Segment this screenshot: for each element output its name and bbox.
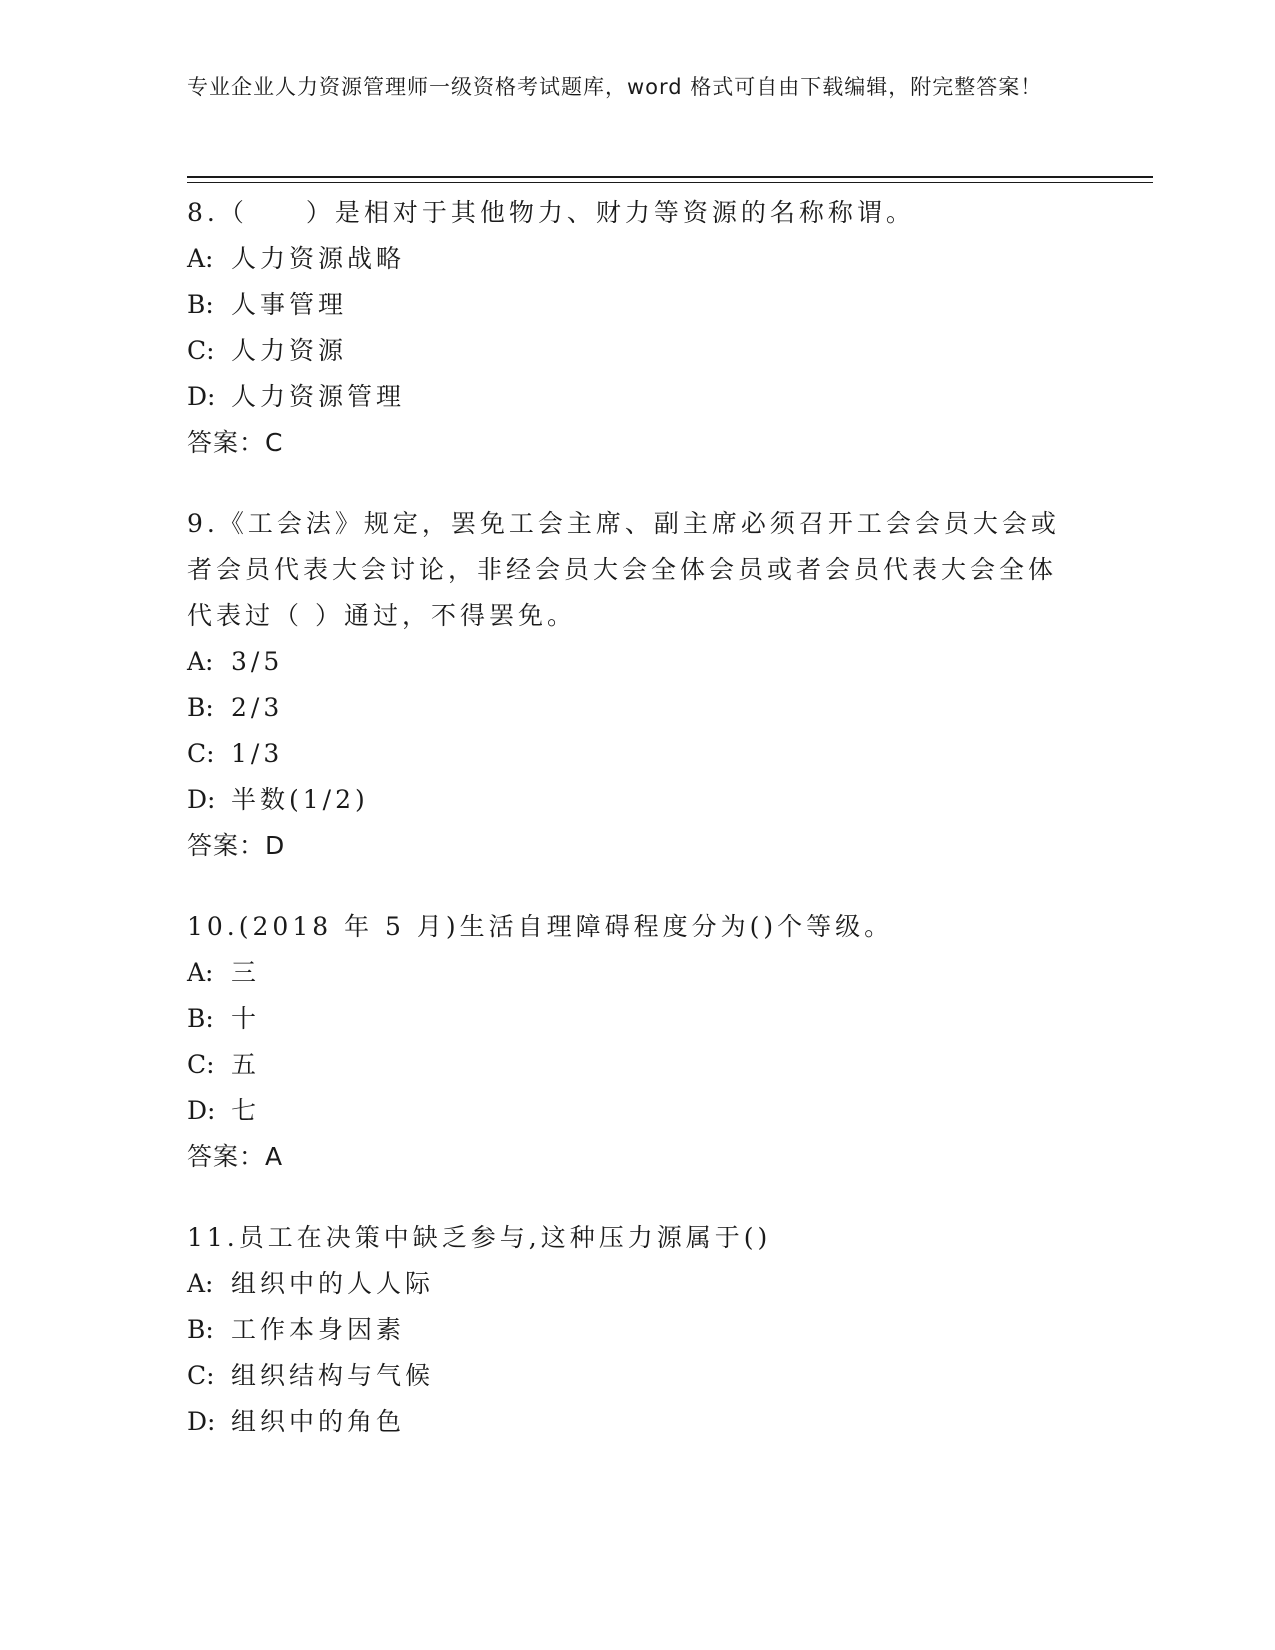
option-letter: D:	[187, 1096, 216, 1125]
option-a	[187, 950, 1067, 996]
option-text: 人力资源管理	[231, 382, 406, 411]
option-letter: C:	[187, 1050, 215, 1079]
option-letter: C:	[187, 336, 215, 365]
option-a	[187, 639, 1067, 685]
option-letter: B:	[187, 290, 214, 319]
option-a	[187, 1261, 1067, 1307]
option-c	[187, 1353, 1067, 1399]
option-letter: C:	[187, 739, 215, 768]
option-text: 组织中的人人际	[231, 1269, 435, 1298]
option-text: 工作本身因素	[231, 1315, 406, 1344]
question-8	[187, 190, 1067, 466]
option-letter: D:	[187, 382, 216, 411]
question-stem: 10.(2018 年 5 月)生活自理障碍程度分为()个等级。	[187, 912, 894, 941]
question-11	[187, 1215, 1067, 1445]
option-letter: C:	[187, 1361, 215, 1390]
option-c	[187, 731, 1067, 777]
option-text: 组织结构与气候	[231, 1361, 435, 1390]
option-letter: B:	[187, 693, 214, 722]
answer-line: 答案：A	[187, 1142, 284, 1171]
question-stem: 9.《工会法》规定，罢免工会主席、副主席必须召开工会会员大会或者会员代表大会讨论，非经会员大会全体会员或者会员代表大会全体代表过（ ）通过，不得罢免。	[187, 509, 1060, 630]
question-10	[187, 904, 1067, 1180]
option-c	[187, 1042, 1067, 1088]
option-c	[187, 328, 1067, 374]
option-b	[187, 282, 1067, 328]
option-letter: D:	[187, 785, 216, 814]
page-header: 专业企业人力资源管理师一级资格考试题库，word 格式可自由下载编辑，附完整答案！	[187, 75, 1043, 99]
option-letter: A:	[187, 244, 214, 273]
option-d	[187, 1088, 1067, 1134]
option-text: 五	[231, 1050, 261, 1079]
option-letter: B:	[187, 1315, 214, 1344]
option-letter: A:	[187, 1269, 214, 1298]
option-text: 人力资源战略	[231, 244, 406, 273]
option-d	[187, 374, 1067, 420]
option-text: 十	[231, 1004, 261, 1033]
question-list	[187, 190, 1067, 1480]
option-text: 人事管理	[231, 290, 348, 319]
question-stem: 11.员工在决策中缺乏参与,这种压力源属于()	[187, 1223, 772, 1252]
option-text: 半数(1/2)	[231, 785, 369, 814]
header-divider-thin	[187, 182, 1153, 183]
option-letter: A:	[187, 958, 214, 987]
option-b	[187, 685, 1067, 731]
option-text: 3/5	[231, 647, 284, 676]
option-text: 组织中的角色	[231, 1407, 406, 1436]
option-letter: A:	[187, 647, 214, 676]
option-letter: D:	[187, 1407, 216, 1436]
answer-line: 答案：C	[187, 428, 284, 457]
answer-line: 答案：D	[187, 831, 286, 860]
header-divider-thick	[187, 176, 1153, 178]
option-b	[187, 1307, 1067, 1353]
question-stem: 8.（ ）是相对于其他物力、财力等资源的名称称谓。	[187, 198, 915, 227]
option-d	[187, 777, 1067, 823]
option-text: 2/3	[231, 693, 284, 722]
question-9	[187, 501, 1067, 869]
option-b	[187, 996, 1067, 1042]
option-text: 三	[231, 958, 261, 987]
option-text: 1/3	[231, 739, 284, 768]
option-letter: B:	[187, 1004, 214, 1033]
option-text: 七	[231, 1096, 261, 1125]
option-a	[187, 236, 1067, 282]
option-d	[187, 1399, 1067, 1445]
option-text: 人力资源	[231, 336, 348, 365]
